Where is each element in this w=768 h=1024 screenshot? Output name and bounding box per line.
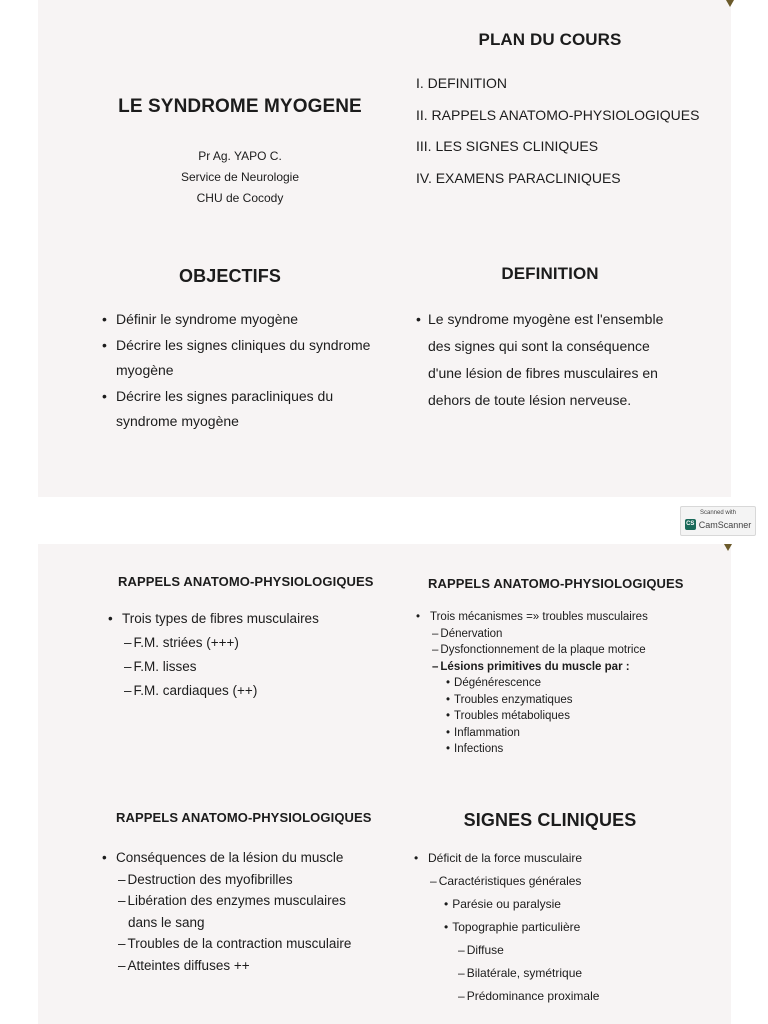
list-item: • Troubles enzymatiques [416, 692, 720, 709]
list-item: • Définir le syndrome myogène [102, 307, 400, 333]
plan-item: IV. EXAMENS PARACLINIQUES [416, 169, 621, 186]
slide-rappels-3 [80, 810, 400, 976]
list-item: – Dysfonctionnement de la plaque motrice [416, 642, 720, 659]
hospital: CHU de Cocody [196, 191, 284, 205]
slide-title: OBJECTIFS [179, 266, 281, 286]
corner-mark-icon [726, 0, 734, 7]
list-item: – Destruction des myofibrilles [102, 869, 400, 891]
list-item: – Prédominance proximale [414, 985, 720, 1008]
list-item: • Décrire les signes cliniques du syndrome myogène [102, 333, 372, 384]
list-item: • Déficit de la force musculaire [414, 847, 720, 870]
list-item: • Décrire les signes paracliniques du syndrome myogène [102, 384, 392, 435]
author: Pr Ag. YAPO C. [198, 149, 282, 163]
list-item: • Topographie particulière [414, 916, 720, 939]
list-item: • Dégénérescence [416, 675, 720, 692]
slide-title: RAPPELS ANATOMO-PHYSIOLOGIQUES [118, 574, 374, 589]
slide-plan [380, 30, 720, 194]
list-item: • Infections [416, 741, 720, 758]
list-item: – Diffuse [414, 939, 720, 962]
slide-title: DEFINITION [501, 264, 599, 283]
slide-title: RAPPELS ANATOMO-PHYSIOLOGIQUES [428, 576, 684, 591]
slide-title: PLAN DU COURS [478, 30, 622, 49]
list-item: • Troubles métaboliques [416, 708, 720, 725]
list-item: • Inflammation [416, 725, 720, 742]
list-item: – Atteintes diffuses ++ [102, 955, 400, 977]
slide-title: LE SYNDROME MYOGENE [118, 96, 362, 117]
list-item: – Libération des enzymes musculaires dans le sang [102, 890, 372, 933]
list-item: – Dénervation [416, 626, 720, 643]
list-item: • Trois types de fibres musculaires [108, 607, 380, 631]
slide-title: SIGNES CLINIQUES [463, 810, 637, 830]
definition-list [380, 306, 720, 414]
definition-text: • Le syndrome myogène est l'ensemble des signes qui sont la conséquence d'une lésion de fibres musculaires en dehors de toute lésion nerveuse. [416, 306, 686, 414]
badge-caption: Scanned with [699, 510, 737, 516]
plan-item: I. DEFINITION [416, 75, 507, 91]
slide-rappels-2 [380, 576, 720, 758]
list-item: • Trois mécanismes =» troubles musculaires [416, 609, 720, 626]
list-item: – F.M. cardiaques (++) [108, 679, 380, 703]
slide-signes-cliniques [380, 810, 720, 1008]
corner-mark-icon [724, 544, 732, 551]
list-item: – Troubles de la contraction musculaire [102, 933, 400, 955]
objectives-list [60, 307, 400, 435]
badge-brand: CamScanner [698, 519, 752, 530]
list-item: – F.M. lisses [108, 655, 380, 679]
plan-item: III. LES SIGNES CLINIQUES [416, 138, 599, 154]
slide-definition [380, 264, 720, 414]
slide-rappels-1 [80, 574, 380, 703]
list-item: – Bilatérale, symétrique [414, 962, 720, 985]
list-item: – Lésions primitives du muscle par : [416, 659, 720, 676]
list-item: • Parésie ou paralysie [414, 893, 720, 916]
camscanner-logo-icon: CS [685, 519, 696, 530]
list-item: – F.M. striées (+++) [108, 631, 380, 655]
plan-item: II. RAPPELS ANATOMO-PHYSIOLOGIQUES [416, 106, 700, 123]
slide-title: RAPPELS ANATOMO-PHYSIOLOGIQUES [116, 810, 372, 825]
slide-objectifs [60, 266, 400, 435]
list-item: • Conséquences de la lésion du muscle [102, 847, 400, 869]
slide-title-page [60, 96, 420, 209]
list-item: – Caractéristiques générales [414, 870, 720, 893]
camscanner-badge [680, 506, 756, 536]
service: Service de Neurologie [180, 170, 300, 184]
